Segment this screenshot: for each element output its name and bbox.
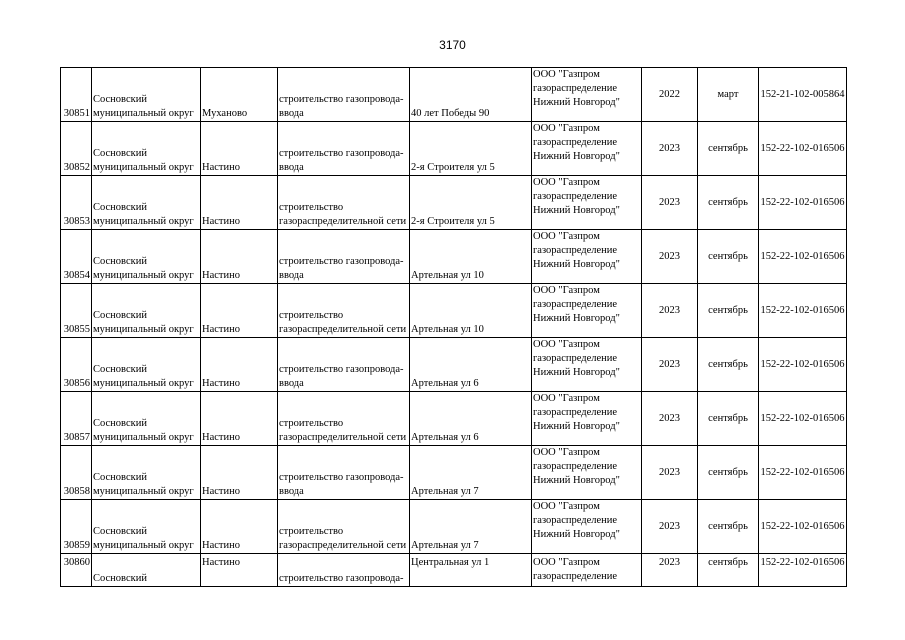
work-line: строительство газопровода-	[279, 148, 404, 159]
table-row	[61, 554, 847, 587]
year-cell: 2023	[642, 122, 698, 176]
code-cell: 152-22-102-016506	[759, 338, 847, 392]
organization-line: Нижний Новгород"	[533, 529, 620, 540]
district-line: Сосновский	[93, 148, 147, 159]
address-cell: Артельная ул 6	[410, 392, 532, 446]
month-cell: сентябрь	[698, 338, 759, 392]
organization-line: газораспределение	[533, 83, 618, 94]
year-cell: 2023	[642, 500, 698, 554]
address-cell: 2-я Строителя ул 5	[410, 176, 532, 230]
work-line: строительство	[279, 526, 344, 537]
table-row	[61, 338, 847, 392]
table-row	[61, 284, 847, 338]
year-cell: 2023	[642, 176, 698, 230]
work-line: строительство газопровода-	[279, 256, 404, 267]
district-cell	[92, 446, 201, 500]
locality-cell: Настино	[201, 284, 278, 338]
district-line: Сосновский	[93, 364, 147, 375]
month-cell: март	[698, 68, 759, 122]
district-line: муниципальный округ	[93, 108, 194, 119]
district-line: Сосновский	[93, 94, 147, 105]
work-line: строительство	[279, 202, 344, 213]
month-cell: сентябрь	[698, 122, 759, 176]
code-cell: 152-22-102-016506	[759, 446, 847, 500]
year-cell: 2023	[642, 446, 698, 500]
district-line: Сосновский	[93, 573, 147, 584]
work-type-cell	[278, 68, 410, 122]
table-row	[61, 176, 847, 230]
work-type-cell	[278, 500, 410, 554]
organization-line: Нижний Новгород"	[533, 97, 620, 108]
table-row	[61, 446, 847, 500]
district-line: муниципальный округ	[93, 270, 194, 281]
work-line: строительство	[279, 418, 344, 429]
year-cell: 2022	[642, 68, 698, 122]
district-line: Сосновский	[93, 310, 147, 321]
work-line: строительство газопровода-	[279, 573, 404, 584]
row-number: 30856	[61, 338, 92, 392]
code-cell: 152-22-102-016506	[759, 392, 847, 446]
district-line: муниципальный округ	[93, 378, 194, 389]
work-type-cell	[278, 446, 410, 500]
organization-line: ООО "Газпром	[533, 447, 600, 458]
table-row	[61, 392, 847, 446]
month-cell: сентябрь	[698, 446, 759, 500]
organization-line: газораспределение	[533, 245, 618, 256]
organization-cell	[532, 554, 642, 587]
work-line: строительство газопровода-	[279, 364, 404, 375]
code-cell: 152-22-102-016506	[759, 500, 847, 554]
work-line: ввода	[279, 162, 304, 173]
district-line: муниципальный округ	[93, 162, 194, 173]
locality-cell: Настино	[201, 230, 278, 284]
work-line: ввода	[279, 378, 304, 389]
district-cell	[92, 230, 201, 284]
organization-line: газораспределение	[533, 353, 618, 364]
work-type-cell	[278, 554, 410, 587]
district-cell	[92, 284, 201, 338]
table-row	[61, 500, 847, 554]
work-line: строительство	[279, 310, 344, 321]
work-line: газораспределительной сети	[279, 324, 407, 335]
code-cell: 152-22-102-016506	[759, 176, 847, 230]
page-number: 3170	[439, 38, 466, 52]
organization-line: газораспределение	[533, 571, 618, 582]
organization-line: газораспределение	[533, 461, 618, 472]
work-line: строительство газопровода-	[279, 94, 404, 105]
organization-cell	[532, 338, 642, 392]
district-cell	[92, 392, 201, 446]
address-cell: Артельная ул 7	[410, 500, 532, 554]
work-line: ввода	[279, 108, 304, 119]
month-cell: сентябрь	[698, 284, 759, 338]
organization-line: газораспределение	[533, 407, 618, 418]
organization-line: газораспределение	[533, 515, 618, 526]
district-line: Сосновский	[93, 418, 147, 429]
work-type-cell	[278, 122, 410, 176]
row-number: 30859	[61, 500, 92, 554]
organization-cell	[532, 176, 642, 230]
district-line: муниципальный округ	[93, 432, 194, 443]
month-cell: сентябрь	[698, 500, 759, 554]
organization-cell	[532, 122, 642, 176]
district-cell	[92, 68, 201, 122]
district-line: Сосновский	[93, 472, 147, 483]
work-line: ввода	[279, 486, 304, 497]
organization-cell	[532, 392, 642, 446]
address-cell: Артельная ул 7	[410, 446, 532, 500]
organization-line: ООО "Газпром	[533, 557, 600, 568]
locality-cell: Настино	[201, 500, 278, 554]
year-cell: 2023	[642, 338, 698, 392]
work-line: газораспределительной сети	[279, 216, 407, 227]
district-line: муниципальный округ	[93, 540, 194, 551]
work-type-cell	[278, 338, 410, 392]
organization-line: Нижний Новгород"	[533, 367, 620, 378]
organization-cell	[532, 230, 642, 284]
month-cell: сентябрь	[698, 392, 759, 446]
work-line: строительство газопровода-	[279, 472, 404, 483]
year-cell: 2023	[642, 284, 698, 338]
row-number: 30853	[61, 176, 92, 230]
registry-table	[60, 67, 847, 587]
organization-line: ООО "Газпром	[533, 123, 600, 134]
address-cell: Артельная ул 10	[410, 284, 532, 338]
work-line: ввода	[279, 270, 304, 281]
work-type-cell	[278, 230, 410, 284]
district-cell	[92, 554, 201, 587]
locality-cell: Настино	[201, 122, 278, 176]
code-cell: 152-22-102-016506	[759, 230, 847, 284]
organization-line: Нижний Новгород"	[533, 151, 620, 162]
organization-line: ООО "Газпром	[533, 69, 600, 80]
district-cell	[92, 338, 201, 392]
row-number: 30857	[61, 392, 92, 446]
district-line: Сосновский	[93, 256, 147, 267]
code-cell: 152-21-102-005864	[759, 68, 847, 122]
row-number: 30858	[61, 446, 92, 500]
table-row	[61, 122, 847, 176]
locality-cell: Настино	[201, 392, 278, 446]
code-cell: 152-22-102-016506	[759, 554, 847, 587]
work-type-cell	[278, 284, 410, 338]
organization-line: ООО "Газпром	[533, 177, 600, 188]
month-cell: сентябрь	[698, 176, 759, 230]
row-number: 30852	[61, 122, 92, 176]
organization-cell	[532, 284, 642, 338]
row-number: 30860	[61, 554, 92, 587]
locality-cell: Настино	[201, 338, 278, 392]
district-line: Сосновский	[93, 202, 147, 213]
code-cell: 152-22-102-016506	[759, 284, 847, 338]
row-number: 30854	[61, 230, 92, 284]
address-cell: Центральная ул 1	[410, 554, 532, 587]
work-type-cell	[278, 392, 410, 446]
locality-cell: Настино	[201, 446, 278, 500]
address-cell: Артельная ул 10	[410, 230, 532, 284]
row-number: 30851	[61, 68, 92, 122]
table-row	[61, 230, 847, 284]
organization-cell	[532, 446, 642, 500]
organization-line: ООО "Газпром	[533, 231, 600, 242]
organization-line: Нижний Новгород"	[533, 313, 620, 324]
district-cell	[92, 122, 201, 176]
organization-line: ООО "Газпром	[533, 501, 600, 512]
work-line: газораспределительной сети	[279, 540, 407, 551]
year-cell: 2023	[642, 230, 698, 284]
locality-cell: Муханово	[201, 68, 278, 122]
year-cell: 2023	[642, 392, 698, 446]
district-line: муниципальный округ	[93, 324, 194, 335]
district-line: муниципальный округ	[93, 216, 194, 227]
code-cell: 152-22-102-016506	[759, 122, 847, 176]
address-cell: 2-я Строителя ул 5	[410, 122, 532, 176]
organization-line: Нижний Новгород"	[533, 421, 620, 432]
organization-line: ООО "Газпром	[533, 393, 600, 404]
month-cell: сентябрь	[698, 554, 759, 587]
address-cell: 40 лет Победы 90	[410, 68, 532, 122]
district-line: муниципальный округ	[93, 486, 194, 497]
address-cell: Артельная ул 6	[410, 338, 532, 392]
locality-cell: Настино	[201, 554, 278, 587]
organization-line: газораспределение	[533, 137, 618, 148]
organization-line: Нижний Новгород"	[533, 259, 620, 270]
year-cell: 2023	[642, 554, 698, 587]
organization-line: Нижний Новгород"	[533, 205, 620, 216]
organization-line: газораспределение	[533, 191, 618, 202]
district-cell	[92, 176, 201, 230]
row-number: 30855	[61, 284, 92, 338]
organization-line: ООО "Газпром	[533, 339, 600, 350]
table-row	[61, 68, 847, 122]
work-type-cell	[278, 176, 410, 230]
organization-line: газораспределение	[533, 299, 618, 310]
organization-line: ООО "Газпром	[533, 285, 600, 296]
work-line: газораспределительной сети	[279, 432, 407, 443]
organization-cell	[532, 68, 642, 122]
locality-cell: Настино	[201, 176, 278, 230]
organization-cell	[532, 500, 642, 554]
organization-line: Нижний Новгород"	[533, 475, 620, 486]
district-cell	[92, 500, 201, 554]
month-cell: сентябрь	[698, 230, 759, 284]
district-line: Сосновский	[93, 526, 147, 537]
